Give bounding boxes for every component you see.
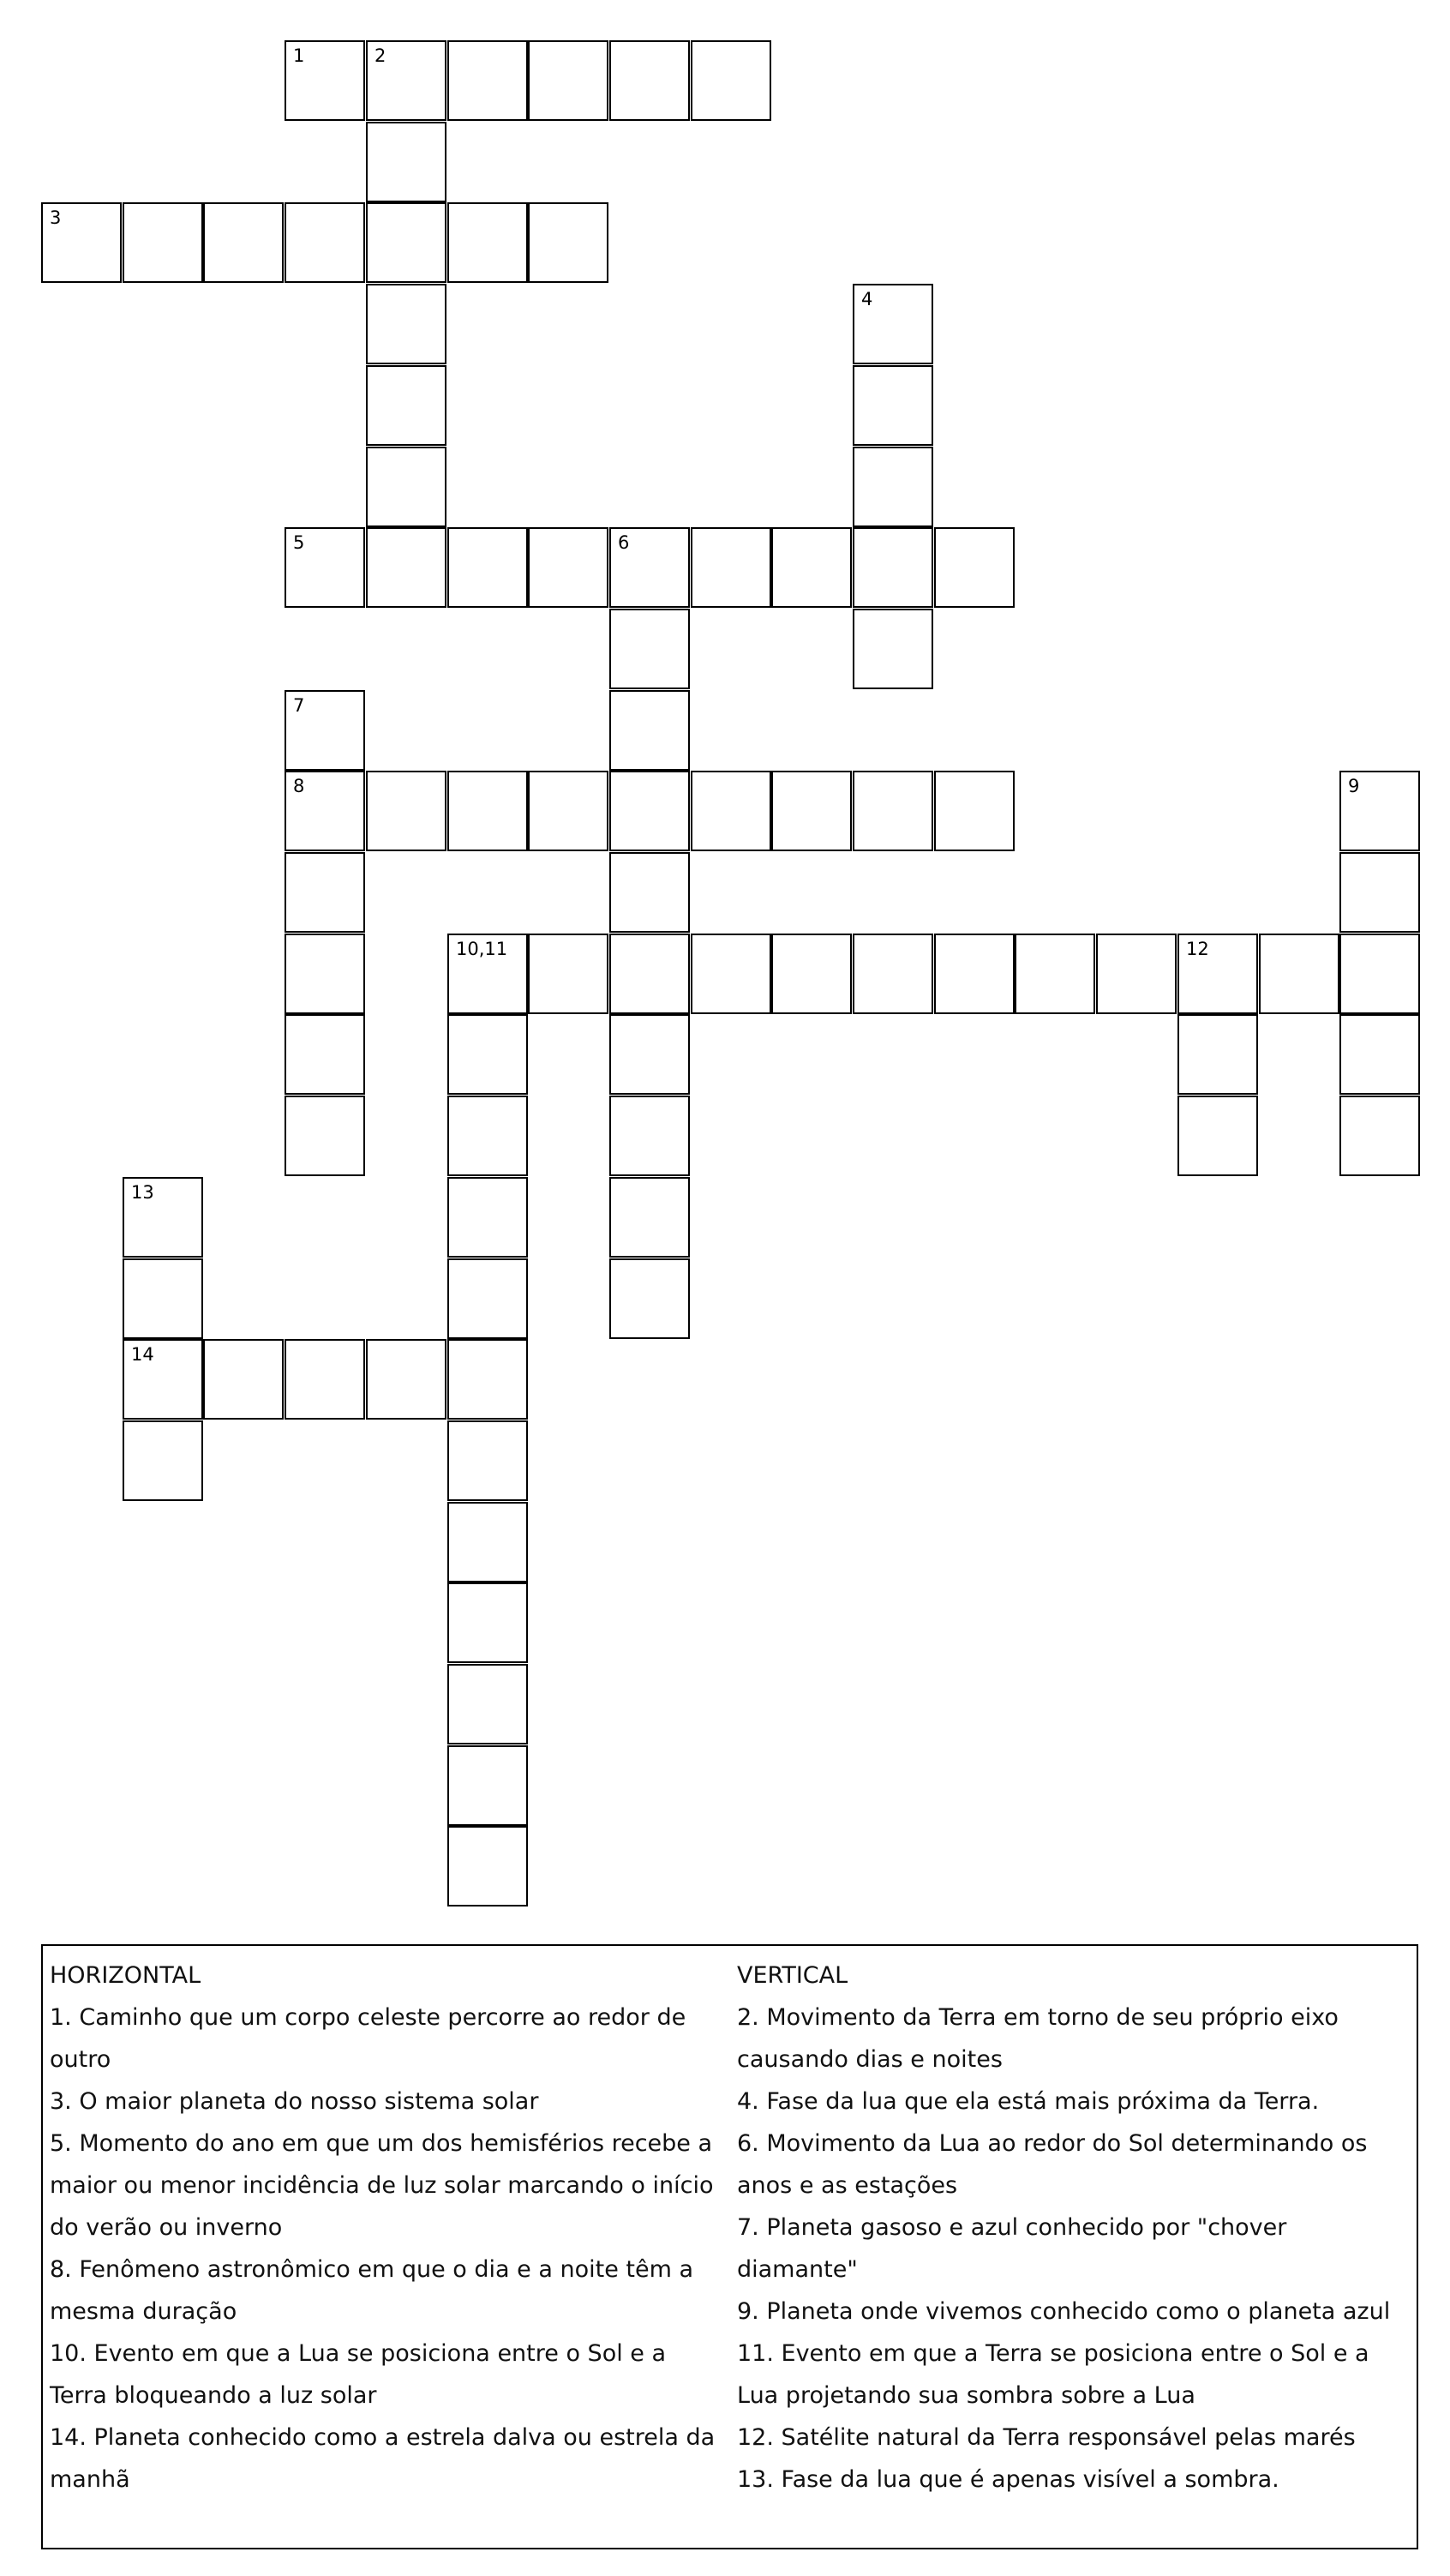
clue-h-3: 3. O maior planeta do nosso sistema solar — [50, 2088, 539, 2115]
crossword-cell[interactable] — [528, 771, 608, 851]
crossword-cell[interactable] — [528, 40, 608, 121]
crossword-cell[interactable] — [528, 934, 608, 1014]
crossword-cell[interactable] — [447, 1582, 528, 1663]
crossword-cell[interactable] — [366, 202, 446, 283]
crossword-cell[interactable] — [447, 40, 528, 121]
clue-h-8: 8. Fenômeno astronômico em que o dia e a noite têm a mesma duração — [50, 2256, 694, 2325]
crossword-cell[interactable] — [41, 202, 122, 283]
crossword-cell[interactable] — [366, 527, 446, 608]
crossword-cell[interactable] — [285, 40, 365, 121]
crossword-cell[interactable] — [1339, 771, 1420, 851]
crossword-cell[interactable] — [609, 609, 690, 689]
cell-number: 14 — [131, 1344, 154, 1365]
crossword-cell[interactable] — [447, 202, 528, 283]
crossword-cell[interactable] — [447, 934, 528, 1014]
crossword-cell[interactable] — [447, 1664, 528, 1744]
crossword-cell[interactable] — [691, 40, 771, 121]
crossword-cell[interactable] — [203, 1339, 284, 1420]
cell-number: 8 — [293, 776, 305, 796]
crossword-cell[interactable] — [285, 1096, 365, 1176]
crossword-cell[interactable] — [447, 1826, 528, 1906]
crossword-cell[interactable] — [691, 934, 771, 1014]
clue-v-11: 11. Evento em que a Terra se posiciona entre o Sol e a Lua projetando sua sombra sobre a Lua — [737, 2340, 1369, 2409]
crossword-cell[interactable] — [366, 365, 446, 446]
crossword-cell[interactable] — [609, 771, 690, 851]
crossword-cell[interactable] — [447, 1420, 528, 1501]
crossword-cell[interactable] — [771, 934, 852, 1014]
crossword-cell[interactable] — [447, 1014, 528, 1095]
clue-h-14: 14. Planeta conhecido como a estrela dalva ou estrela da manhã — [50, 2424, 716, 2493]
crossword-cell[interactable] — [447, 1096, 528, 1176]
crossword-cell[interactable] — [1015, 934, 1095, 1014]
cell-number: 5 — [293, 532, 305, 553]
cell-number: 9 — [1348, 776, 1360, 796]
crossword-cell[interactable] — [285, 771, 365, 851]
clue-v-9: 9. Planeta onde vivemos conhecido como o planeta azul — [737, 2298, 1391, 2325]
crossword-cell[interactable] — [285, 202, 365, 283]
crossword-cell[interactable] — [934, 934, 1015, 1014]
clues-panel — [41, 1944, 1418, 2549]
clue-h-1: 1. Caminho que um corpo celeste percorre ao redor de outro — [50, 2004, 686, 2073]
crossword-cell[interactable] — [691, 771, 771, 851]
crossword-cell[interactable] — [853, 934, 933, 1014]
crossword-cell[interactable] — [123, 1177, 203, 1258]
crossword-cell[interactable] — [123, 1420, 203, 1501]
crossword-cell[interactable] — [609, 1096, 690, 1176]
cell-number: 4 — [861, 289, 873, 309]
clue-v-4: 4. Fase da lua que ela está mais próxima da Terra. — [737, 2088, 1320, 2115]
crossword-cell[interactable] — [934, 771, 1015, 851]
vertical-heading: VERTICAL — [737, 1962, 848, 1989]
crossword-cell[interactable] — [691, 527, 771, 608]
crossword-cell[interactable] — [609, 934, 690, 1014]
crossword-cell[interactable] — [1339, 852, 1420, 933]
crossword-cell[interactable] — [853, 365, 933, 446]
crossword-cell[interactable] — [447, 1502, 528, 1582]
crossword-cell[interactable] — [1177, 1096, 1258, 1176]
crossword-cell[interactable] — [366, 284, 446, 364]
crossword-cell[interactable] — [285, 527, 365, 608]
crossword-cell[interactable] — [1177, 1014, 1258, 1095]
crossword-cell[interactable] — [285, 934, 365, 1014]
crossword-cell[interactable] — [1339, 1096, 1420, 1176]
crossword-cell[interactable] — [447, 771, 528, 851]
clue-h-5: 5. Momento do ano em que um dos hemisférios recebe a maior ou menor incidência de luz solar marcando o início do verão ou inverno — [50, 2130, 714, 2241]
crossword-cell[interactable] — [285, 1339, 365, 1420]
crossword-cell[interactable] — [123, 202, 203, 283]
crossword-cell[interactable] — [1339, 934, 1420, 1014]
crossword-cell[interactable] — [609, 40, 690, 121]
clue-h-10: 10. Evento em que a Lua se posiciona entre o Sol e a Terra bloqueando a luz solar — [50, 2340, 667, 2409]
crossword-cell[interactable] — [366, 40, 446, 121]
crossword-cell[interactable] — [285, 690, 365, 771]
crossword-cell[interactable] — [1096, 934, 1177, 1014]
crossword-cell[interactable] — [771, 771, 852, 851]
clue-v-2: 2. Movimento da Terra em torno de seu próprio eixo causando dias e noites — [737, 2004, 1339, 2073]
cell-number: 10,11 — [456, 939, 508, 959]
cell-number: 1 — [293, 45, 305, 66]
crossword-cell[interactable] — [528, 527, 608, 608]
crossword-cell[interactable] — [934, 527, 1015, 608]
crossword-cell[interactable] — [609, 527, 690, 608]
cell-number: 13 — [131, 1182, 154, 1203]
crossword-cell[interactable] — [771, 527, 852, 608]
horizontal-clues — [50, 1955, 727, 2501]
crossword-cell[interactable] — [609, 1014, 690, 1095]
cell-number: 6 — [618, 532, 630, 553]
crossword-cell[interactable] — [123, 1339, 203, 1420]
crossword-cell[interactable] — [1177, 934, 1258, 1014]
crossword-cell[interactable] — [447, 1745, 528, 1826]
crossword-cell[interactable] — [366, 122, 446, 202]
crossword-cell[interactable] — [853, 284, 933, 364]
crossword-cell[interactable] — [366, 1339, 446, 1420]
crossword-cell[interactable] — [447, 1177, 528, 1258]
crossword-cell[interactable] — [447, 527, 528, 608]
crossword-cell[interactable] — [853, 609, 933, 689]
cell-number: 3 — [50, 207, 62, 228]
crossword-cell[interactable] — [853, 447, 933, 527]
clue-v-12: 12. Satélite natural da Terra responsável pelas marés — [737, 2424, 1356, 2451]
crossword-cell[interactable] — [447, 1339, 528, 1420]
crossword-cell[interactable] — [1339, 1014, 1420, 1095]
vertical-clues — [737, 1955, 1414, 2501]
crossword-cell[interactable] — [285, 1014, 365, 1095]
crossword-cell[interactable] — [1259, 934, 1339, 1014]
crossword-cell[interactable] — [203, 202, 284, 283]
crossword-cell[interactable] — [609, 1177, 690, 1258]
crossword-cell[interactable] — [366, 771, 446, 851]
clue-v-13: 13. Fase da lua que é apenas visível a sombra. — [737, 2466, 1279, 2493]
clue-v-7: 7. Planeta gasoso e azul conhecido por "chover diamante" — [737, 2214, 1287, 2283]
cell-number: 12 — [1186, 939, 1209, 959]
crossword-cell[interactable] — [285, 852, 365, 933]
crossword-cell[interactable] — [366, 447, 446, 527]
cell-number: 2 — [374, 45, 386, 66]
crossword-cell[interactable] — [609, 690, 690, 771]
crossword-cell[interactable] — [853, 527, 933, 608]
clue-v-6: 6. Movimento da Lua ao redor do Sol determinando os anos e as estações — [737, 2130, 1368, 2199]
horizontal-heading: HORIZONTAL — [50, 1962, 201, 1989]
crossword-cell[interactable] — [853, 771, 933, 851]
crossword-cell[interactable] — [609, 1258, 690, 1339]
cell-number: 7 — [293, 695, 305, 716]
crossword-cell[interactable] — [447, 1258, 528, 1339]
crossword-cell[interactable] — [609, 852, 690, 933]
crossword-cell[interactable] — [123, 1258, 203, 1339]
crossword-cell[interactable] — [528, 202, 608, 283]
